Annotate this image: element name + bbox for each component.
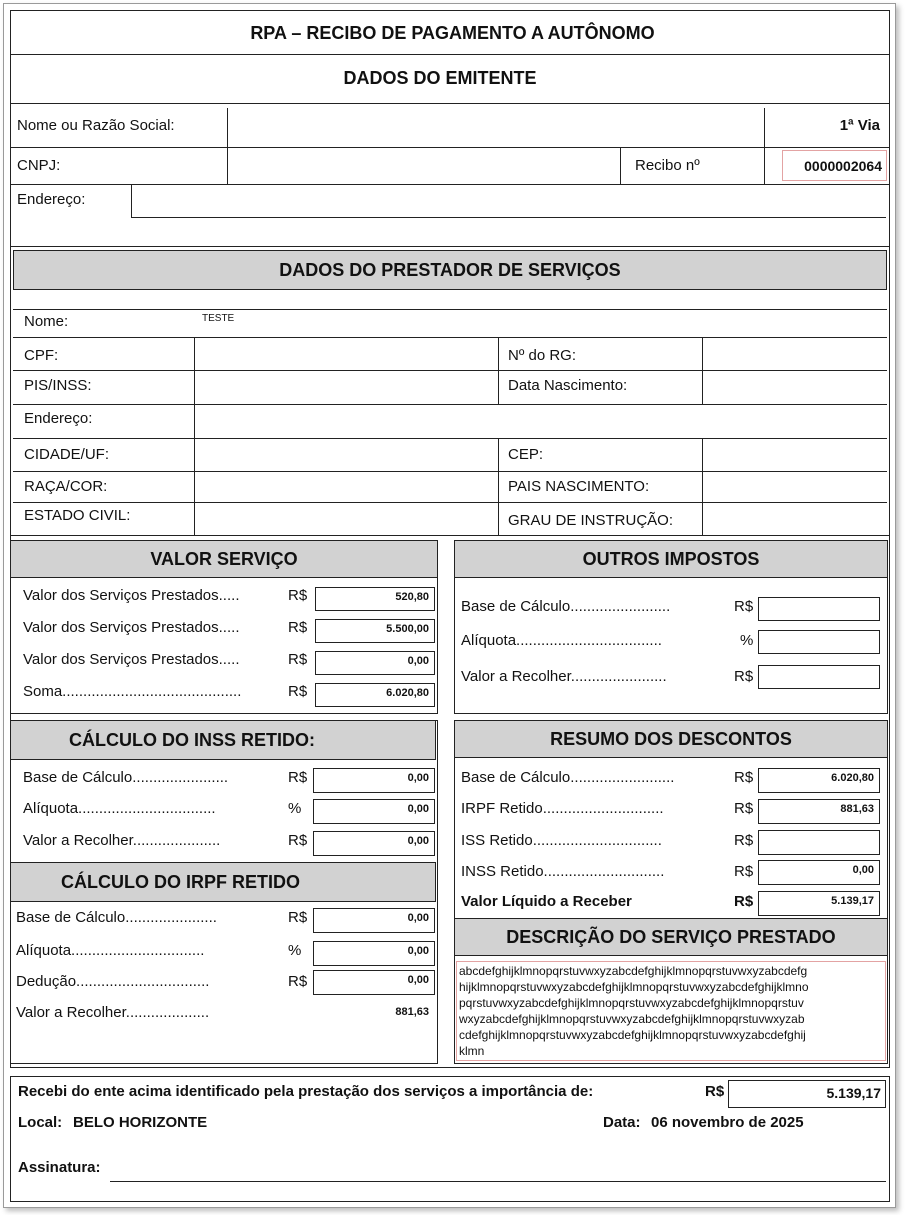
resumo-row-currency: R$ (734, 769, 754, 786)
valor-servico-row-label: Valor dos Serviços Prestados..... (23, 587, 240, 604)
divider (10, 535, 890, 536)
prestador-nome-label: Nome: (24, 313, 69, 330)
inss-title: CÁLCULO DO INSS RETIDO: (10, 720, 436, 760)
divider (10, 147, 890, 148)
valor-servico-soma-label: Soma........................................... (23, 683, 242, 700)
grau-label: GRAU DE INSTRUÇÃO: (508, 512, 674, 529)
assinatura-line[interactable] (110, 1181, 886, 1182)
descricao-title: DESCRIÇÃO DO SERVIÇO PRESTADO (454, 918, 888, 956)
divider (702, 438, 703, 535)
outros-row-label: Valor a Recolher....................... (461, 668, 667, 685)
divider (194, 337, 195, 535)
irpf-recolher-value: 881,63 (395, 1006, 429, 1018)
irpf-recolher-label: Valor a Recolher.................... (16, 1004, 210, 1021)
divider (10, 184, 890, 185)
divider (13, 502, 887, 503)
divider (13, 404, 887, 405)
irpf-row-currency: % (288, 942, 302, 959)
pis-label: PIS/INSS: (24, 377, 92, 394)
estado-civil-label: ESTADO CIVIL: (24, 507, 131, 524)
irpf-row-value[interactable]: 0,00 (313, 941, 435, 966)
resumo-row-value[interactable]: 881,63 (758, 799, 880, 824)
resumo-row-value[interactable]: 0,00 (758, 860, 880, 885)
outros-row-currency: R$ (734, 668, 754, 685)
resumo-row-value[interactable]: 6.020,80 (758, 768, 880, 793)
resumo-row-currency: R$ (734, 800, 754, 817)
via-label: 1ª Via (839, 117, 880, 134)
assinatura-label: Assinatura: (18, 1159, 101, 1176)
document-title: RPA – RECIBO DE PAGAMENTO A AUTÔNOMO (250, 23, 655, 43)
resumo-row-label: Base de Cálculo......................... (461, 769, 675, 786)
outros-row-label: Base de Cálculo........................ (461, 598, 671, 615)
irpf-row-value[interactable]: 0,00 (313, 970, 435, 995)
emitente-title: DADOS DO EMITENTE (343, 68, 537, 88)
prestador-nome-value: TESTE (202, 313, 235, 324)
inss-row-label: Valor a Recolher..................... (23, 832, 221, 849)
cnpj-label: CNPJ: (17, 157, 61, 174)
valor-servico-soma-currency: R$ (288, 683, 308, 700)
recibo-label: Recibo nº (635, 157, 700, 174)
valor-servico-row-label: Valor dos Serviços Prestados..... (23, 619, 240, 636)
inss-row-label: Alíquota................................. (23, 800, 216, 817)
valor-servico-row-label: Valor dos Serviços Prestados..... (23, 651, 240, 668)
emitente-endereco-label: Endereço: (17, 191, 86, 208)
recebi-text: Recebi do ente acima identificado pela prestação dos serviços a importância de: (18, 1083, 594, 1100)
pais-label: PAIS NASCIMENTO: (508, 478, 650, 495)
divider (764, 108, 765, 148)
irpf-row-label: Dedução................................ (16, 973, 210, 990)
inss-row-currency: R$ (288, 832, 308, 849)
cpf-label: CPF: (24, 347, 59, 364)
irpf-row-currency: R$ (288, 909, 308, 926)
outros-impostos-title: OUTROS IMPOSTOS (454, 540, 888, 578)
nascimento-label: Data Nascimento: (508, 377, 628, 394)
outros-row-value[interactable] (758, 597, 880, 621)
irpf-row-value[interactable]: 0,00 (313, 908, 435, 933)
resumo-row-label: INSS Retido............................. (461, 863, 665, 880)
divider (10, 246, 890, 247)
valor-servico-row-currency: R$ (288, 619, 308, 636)
divider (13, 438, 887, 439)
divider (131, 217, 886, 218)
recibo-number: 0000002064 (804, 158, 882, 174)
local-value: BELO HORIZONTE (73, 1114, 208, 1131)
valor-servico-row-value[interactable]: 520,80 (315, 587, 435, 611)
inss-row-currency: R$ (288, 769, 308, 786)
divider (13, 471, 887, 472)
prestador-title: DADOS DO PRESTADOR DE SERVIÇOS (13, 250, 887, 290)
divider (498, 438, 499, 535)
divider (764, 147, 765, 185)
resumo-row-currency: R$ (734, 863, 754, 880)
inss-row-currency: % (288, 800, 302, 817)
divider (13, 337, 887, 338)
outros-row-value[interactable] (758, 630, 880, 654)
local-label: Local: (18, 1114, 63, 1131)
divider (498, 337, 499, 405)
divider (13, 309, 887, 310)
raca-label: RAÇA/COR: (24, 478, 108, 495)
valor-liquido-label: Valor Líquido a Receber (461, 893, 632, 910)
divider (620, 147, 621, 185)
resumo-row-label: ISS Retido............................... (461, 832, 662, 849)
irpf-row-label: Alíquota................................ (16, 942, 205, 959)
resumo-row-currency: R$ (734, 832, 754, 849)
resumo-row-label: IRPF Retido............................. (461, 800, 664, 817)
divider (10, 54, 890, 55)
inss-row-value[interactable]: 0,00 (313, 799, 435, 824)
valor-liquido-currency: R$ (734, 893, 754, 910)
outros-row-currency: R$ (734, 598, 754, 615)
irpf-row-currency: R$ (288, 973, 308, 990)
data-label: Data: (603, 1114, 641, 1131)
divider (10, 103, 890, 104)
divider (131, 184, 132, 218)
rg-label: Nº do RG: (508, 347, 576, 364)
valor-servico-soma-value[interactable]: 6.020,80 (315, 683, 435, 707)
data-value: 06 novembro de 2025 (651, 1114, 804, 1131)
cidade-label: CIDADE/UF: (24, 446, 110, 463)
cep-label: CEP: (508, 446, 544, 463)
footer-valor[interactable]: 5.139,17 (728, 1080, 886, 1108)
valor-servico-row-currency: R$ (288, 587, 308, 604)
descricao-text: abcdefghijklmnopqrstuvwxyzabcdefghijklmnopqrstuvwxyzabcdefghijklmnopqrstuvwxyzabcdefghijklmnopqrstuvwxyzabcdefghijklmnopqrstuvwxyzabcdefghijklmnopqrstuvwxyzabcdefghijklmnopqrstuvwxyzabcdefghijklmnopqrstuvwxyzabcdefghijklmnopqrstuvwxyzabcdefghijklmnopqrstuvwxyzabcdefghijklmnopqrstuvwxyzabcdefghijklmn (459, 964, 809, 1058)
valor-servico-row-value[interactable]: 0,00 (315, 651, 435, 675)
inss-row-label: Base de Cálculo....................... (23, 769, 229, 786)
valor-liquido-value[interactable]: 5.139,17 (758, 891, 880, 916)
outros-row-value[interactable] (758, 665, 880, 689)
resumo-row-value[interactable] (758, 830, 880, 855)
divider (702, 337, 703, 405)
outros-row-currency: % (740, 632, 754, 649)
outros-row-label: Alíquota................................... (461, 632, 662, 649)
irpf-row-label: Base de Cálculo...................... (16, 909, 217, 926)
resumo-title: RESUMO DOS DESCONTOS (454, 720, 888, 758)
irpf-title: CÁLCULO DO IRPF RETIDO (10, 862, 436, 902)
footer-currency: R$ (705, 1083, 725, 1100)
inss-row-value[interactable]: 0,00 (313, 768, 435, 793)
nome-razao-label: Nome ou Razão Social: (17, 117, 175, 134)
prestador-endereco-label: Endereço: (24, 410, 93, 427)
valor-servico-title: VALOR SERVIÇO (10, 540, 438, 578)
divider (13, 370, 887, 371)
valor-servico-row-value[interactable]: 5.500,00 (315, 619, 435, 643)
inss-row-value[interactable]: 0,00 (313, 831, 435, 856)
valor-servico-row-currency: R$ (288, 651, 308, 668)
